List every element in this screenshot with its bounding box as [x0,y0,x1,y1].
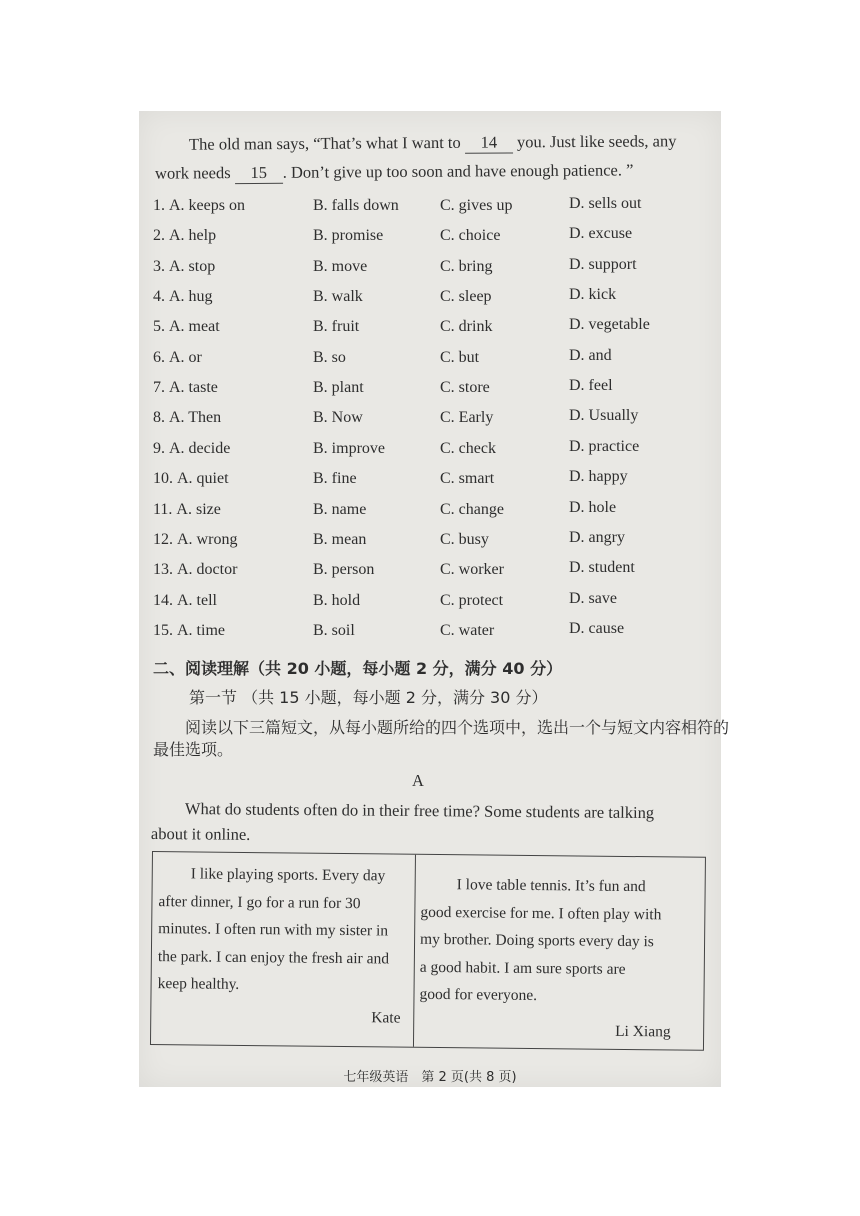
kate-line: the park. I can enjoy the fresh air and [157,947,390,967]
question-10-option-b: B. fine [313,470,357,488]
kate-line: I like playing sports. Every day [190,865,386,885]
option-text: A. decide [169,439,231,457]
lixiang-name: Li Xiang [615,1022,671,1041]
passage-line-2-pre: work needs [154,163,231,183]
question-6-option-b: B. so [313,348,346,366]
question-1-option-c: C. gives up [440,197,513,214]
option-text: A. stop [169,257,216,275]
passage-line-1-pre: The old man says, “That’s what I want to [188,132,461,154]
question-3-option-a [153,258,215,276]
question-12-option-a [153,531,237,549]
passage-line-1-post: you. Just like seeds, any [516,131,677,152]
question-13-option-a [153,561,237,579]
exam-page [139,111,730,1087]
question-4-option-a [153,288,213,306]
question-2-option-d: D. excuse [569,225,633,243]
lixiang-line: my brother. Doing sports every day is [420,930,654,951]
question-7-option-b: B. plant [313,379,364,397]
question-number: 13. [153,561,173,579]
question-9-option-a [153,440,230,458]
question-2-option-b: B. promise [313,227,384,245]
question-number: 4. [153,288,165,306]
lixiang-post [419,871,700,1011]
question-1-option-b: B. falls down [313,197,399,214]
blank-15: 15 [235,163,283,184]
question-15-option-d: D. cause [569,619,625,637]
question-3-option-d: D. support [569,255,637,273]
question-13-option-c: C. worker [440,561,504,579]
question-14-option-c: C. protect [440,591,504,609]
question-5-option-b: B. fruit [313,318,360,336]
question-7-option-a [153,379,218,397]
question-number: 12. [153,530,173,548]
question-5-option-a [153,318,220,336]
blank-14: 14 [465,132,513,153]
passage-a-intro-1: What do students often do in their free time? Some students are talking [184,799,655,823]
question-2-option-c: C. choice [440,227,501,245]
question-number: 1. [153,197,165,214]
section2-instruction-2: 最佳选项。 [153,740,234,759]
question-15-option-a [153,622,225,640]
kate-line: after dinner, I go for a run for 30 [158,892,361,912]
question-3-option-c: C. bring [440,257,493,275]
kate-name: Kate [371,1009,401,1027]
question-7-option-c: C. store [440,379,490,397]
question-2-option-a [153,227,216,245]
section2-instruction-1: 阅读以下三篇短文，从每小题所给的四个选项中，选出一个与短文内容相符的 [185,718,730,737]
question-14-option-b: B. hold [313,591,361,609]
passage-a-letter: A [412,771,424,790]
question-number: 15. [153,621,173,639]
question-12-option-c: C. busy [440,530,489,548]
question-10-option-c: C. smart [440,470,495,488]
question-number: 10. [153,470,173,488]
question-number: 14. [153,591,173,609]
passage-line-2 [155,160,634,184]
question-3-option-b: B. move [313,257,368,275]
question-1-option-a [153,197,245,215]
question-6-option-d: D. and [569,346,612,364]
question-number: 9. [153,439,165,457]
option-text: A. doctor [177,561,238,579]
question-11-option-d: D. hole [569,498,617,516]
passage-line-2-post: . Don’t give up too soon and have enough patience. ” [282,160,634,182]
option-text: A. hug [169,288,213,306]
question-4-option-b: B. walk [313,288,363,306]
option-text: A. tell [177,591,217,609]
option-text: A. wrong [177,530,238,548]
question-13-option-d: D. student [569,559,635,577]
question-14-option-a [153,592,217,610]
question-number: 6. [153,348,165,366]
question-1-option-d: D. sells out [569,195,642,212]
question-9-option-b: B. improve [313,439,385,457]
lixiang-line: I love table tennis. It’s fun and [456,876,646,896]
question-4-option-c: C. sleep [440,288,492,306]
question-11-option-b: B. name [313,500,367,518]
section2-part1: 第一节 （共 15 小题，每小题 2 分，满分 30 分） [189,688,548,707]
question-4-option-d: D. kick [569,286,617,304]
question-12-option-b: B. mean [313,530,367,548]
kate-post [157,860,410,1000]
question-number: 3. [153,257,165,275]
question-6-option-c: C. but [440,348,480,366]
option-text: A. or [169,348,202,366]
question-5-option-d: D. vegetable [569,316,650,334]
question-number: 8. [153,409,165,427]
table-divider [413,855,416,1047]
option-text: A. keeps on [169,197,245,214]
passage-a-table [150,851,706,1051]
question-8-option-c: C. Early [440,409,494,427]
question-8-option-a [153,409,221,427]
question-11-option-c: C. change [440,500,504,518]
question-8-option-b: B. Now [313,409,363,427]
question-15-option-c: C. water [440,621,495,639]
passage-line-1 [189,131,677,155]
lixiang-line: good exercise for me. I often play with [420,903,662,923]
option-text: A. quiet [177,470,229,488]
option-text: A. taste [169,379,218,397]
question-number: 2. [153,227,165,245]
question-10-option-d: D. happy [569,468,628,486]
option-text: A. size [176,500,221,518]
question-5-option-c: C. drink [440,318,493,336]
question-14-option-d: D. save [569,589,617,607]
question-number: 7. [153,379,165,397]
passage-a-intro-2: about it online. [150,824,251,844]
question-11-option-a [153,501,221,519]
question-15-option-b: B. soil [313,621,355,639]
question-number: 5. [153,318,165,336]
question-number: 11. [153,500,173,518]
question-13-option-b: B. person [313,561,375,579]
option-text: A. time [177,621,225,639]
page-footer: 七年级英语 第 2 页(共 8 页) [343,1070,517,1085]
question-9-option-d: D. practice [569,437,640,455]
question-10-option-a [153,470,229,488]
option-text: A. Then [169,409,222,427]
section2-heading: 二、阅读理解（共 20 小题，每小题 2 分，满分 40 分） [153,659,563,678]
lixiang-line: good for everyone. [419,985,538,1005]
kate-line: keep healthy. [157,975,240,993]
question-7-option-d: D. feel [569,377,613,395]
question-9-option-c: C. check [440,439,496,457]
question-6-option-a [153,349,202,367]
option-text: A. help [169,227,217,245]
option-text: A. meat [169,318,220,336]
lixiang-line: a good habit. I am sure sports are [419,958,626,978]
question-12-option-d: D. angry [569,528,625,546]
kate-line: minutes. I often run with my sister in [158,920,389,940]
question-8-option-d: D. Usually [569,407,639,425]
